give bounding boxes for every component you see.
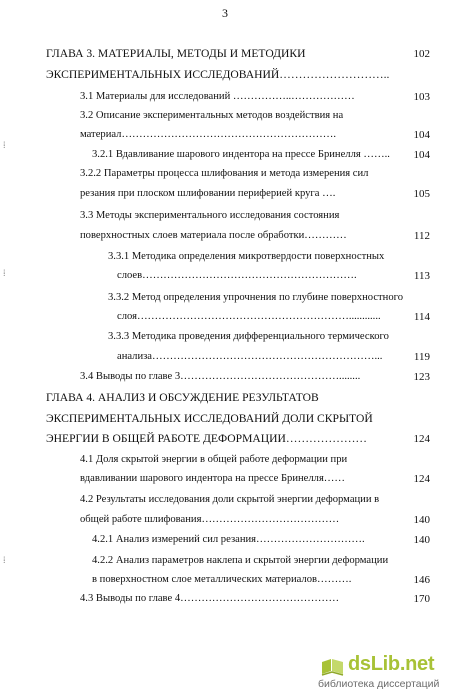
toc-page-number: 112	[413, 230, 430, 242]
toc-page-number: 170	[413, 593, 430, 605]
toc-entry: 3.2 Описание экспериментальных методов воздействия на	[80, 110, 344, 121]
toc-page-number: 123	[413, 371, 430, 383]
toc-chapter-4-heading: ЭКСПЕРИМЕНТАЛЬНЫХ ИССЛЕДОВАНИЙ ДОЛИ СКРЫТОЙ	[46, 412, 373, 425]
margin-mark: ⁞	[3, 140, 6, 150]
margin-mark: ⁞	[3, 555, 6, 565]
toc-entry: общей работе шлифования…………………………………	[80, 514, 340, 525]
margin-mark: ⁞	[3, 268, 6, 278]
toc-entry: слоя……………………………………………………............	[117, 311, 381, 322]
toc-entry: 3.3.2 Метод определения упрочнения по глубине поверхностного	[108, 292, 403, 303]
toc-entry: 3.2.1 Вдавливание шарового индентора на прессе Бринелля ……..	[92, 149, 390, 160]
toc-page-number: 146	[413, 574, 430, 586]
toc-entry: в поверхностном слое металлических материалов……….	[92, 574, 352, 585]
toc-entry: вдавливании шарового индентора на прессе Бринелля……	[80, 473, 345, 484]
toc-entry: 4.2.2 Анализ параметров наклепа и скрытой энергии деформации	[92, 555, 389, 566]
page-number: 3	[222, 6, 228, 20]
toc-page-number: 140	[413, 514, 430, 526]
toc-page-number: 119	[413, 351, 430, 363]
toc-entry: 3.3.3 Методика проведения дифференциального термического	[108, 331, 389, 342]
toc-entry: 4.2.1 Анализ измерений сил резания………………………….	[92, 534, 365, 545]
toc-entry: 3.4 Выводы по главе 3………………………………………........	[80, 371, 361, 382]
toc-entry: 4.1 Доля скрытой энергии в общей работе деформации при	[80, 454, 348, 465]
toc-page-number: 114	[413, 311, 430, 323]
dslib-tagline: библиотека диссертаций	[318, 678, 440, 690]
toc-page-number: 103	[413, 91, 430, 103]
toc-entry: 3.3 Методы экспериментального исследования состояния	[80, 210, 340, 221]
toc-page-number: 124	[413, 473, 430, 485]
toc-chapter-3-heading: ЭКСПЕРИМЕНТАЛЬНЫХ ИССЛЕДОВАНИЙ………………………..	[46, 68, 390, 81]
toc-page-number: 104	[413, 129, 430, 141]
toc-page-number: 105	[413, 188, 430, 200]
toc-page-number: 102	[413, 48, 430, 60]
toc-entry: слоев…………………………………………………….	[117, 270, 357, 281]
toc-entry: 3.2.2 Параметры процесса шлифования и метода измерения сил	[80, 168, 369, 179]
toc-page-number: 124	[413, 433, 430, 445]
toc-entry: 3.3.1 Методика определения микротвердости поверхностных	[108, 251, 385, 262]
toc-chapter-4-heading: ГЛАВА 4. АНАЛИЗ И ОБСУЖДЕНИЕ РЕЗУЛЬТАТОВ	[46, 391, 319, 404]
dslib-brand: dsLib.net	[348, 653, 435, 675]
toc-chapter-3-heading: ГЛАВА 3. МАТЕРИАЛЫ, МЕТОДЫ И МЕТОДИКИ	[46, 47, 306, 60]
toc-entry: 3.1 Материалы для исследований ……………..………………	[80, 91, 355, 102]
toc-page-number: 104	[413, 149, 430, 161]
toc-entry: 4.3 Выводы по главе 4………………………………………	[80, 593, 340, 604]
toc-page-number: 140	[413, 534, 430, 546]
toc-entry: поверхностных слоев материала после обработки…………	[80, 230, 347, 241]
toc-entry: 4.2 Результаты исследования доли скрытой энергии деформации в	[80, 494, 380, 505]
toc-page-number: 113	[413, 270, 430, 282]
toc-entry: анализа………………………………………………………...	[117, 351, 383, 362]
dslib-watermark	[318, 653, 448, 693]
toc-chapter-4-heading: ЭНЕРГИИ В ОБЩЕЙ РАБОТЕ ДЕФОРМАЦИИ…………………	[46, 432, 368, 445]
toc-entry: резания при плоском шлифовании периферией круга ….	[80, 188, 336, 199]
toc-entry: материал…………………………………………………….	[80, 129, 336, 140]
dslib-logo-icon	[320, 656, 346, 678]
